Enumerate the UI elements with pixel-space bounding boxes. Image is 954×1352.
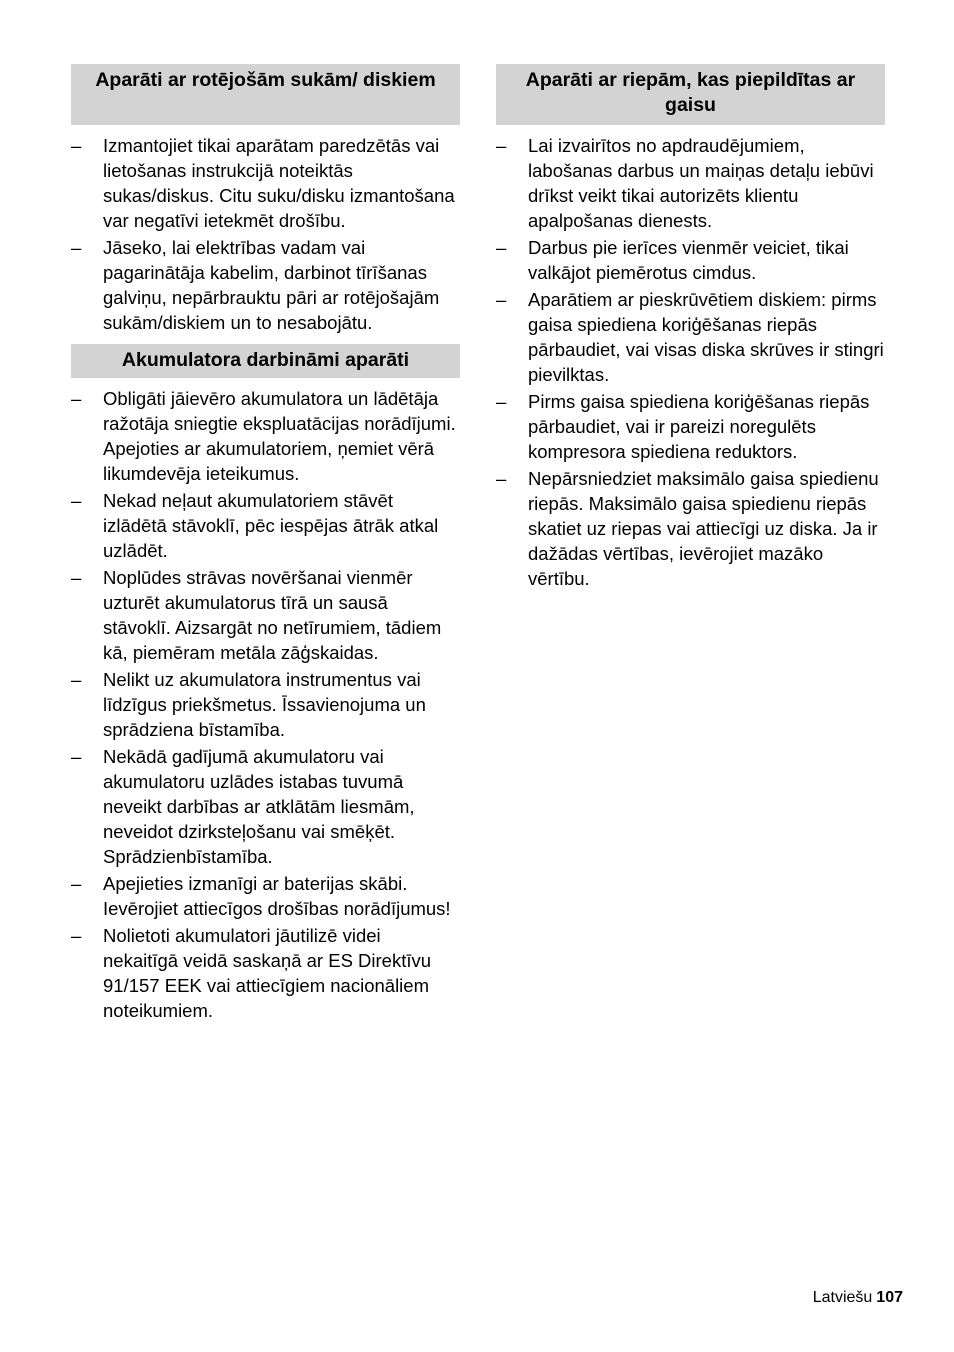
bullet-dash: –: [71, 746, 82, 767]
footer-language: Latviešu: [812, 1289, 873, 1306]
list-item: [71, 488, 460, 563]
bullet-dash: –: [496, 468, 507, 489]
list-item: [496, 466, 885, 591]
list-item: [71, 565, 460, 665]
list-item-text: Nolietoti akumulatori jāutilizē videi nekaitīgā veidā saskaņā ar ES Direktīvu 91/157 EEK vai attiecīgiem nacionāliem noteikumiem.: [103, 925, 432, 1021]
list-item-text: Noplūdes strāvas novēršanai vienmēr uzturēt akumulatorus tīrā un sausā stāvoklī. Aizsargāt no netīrumiem, tādiem kā, piemēram metāla zāģskaidas.: [103, 567, 442, 663]
list-item-text: Pirms gaisa spiediena koriģēšanas riepās pārbaudiet, vai ir pareizi noregulēts kompresora spiediena reduktors.: [528, 391, 870, 462]
bullet-dash: –: [71, 135, 82, 156]
section-title-rotating-brushes: Aparāti ar rotējošām sukām/ diskiem: [71, 64, 460, 125]
bullet-dash: –: [71, 669, 82, 690]
list-item: [496, 389, 885, 464]
list-item-text: Obligāti jāievēro akumulatora un lādētāja ražotāja sniegtie ekspluatācijas norādījumi. Apejoties ar akumulatoriem, ņemiet vērā likumdevēja ieteikumus.: [103, 388, 456, 484]
list-item: [71, 744, 460, 869]
list-item-text: Lai izvairītos no apdraudējumiem, labošanas darbus un maiņas detaļu iebūvi drīkst veikt tikai autorizēts klientu apalpošanas dienests.: [528, 135, 874, 231]
list-item: [71, 923, 460, 1023]
bullet-dash: –: [496, 289, 507, 310]
list-item-text: Izmantojiet tikai aparātam paredzētās vai lietošanas instrukcijā noteiktās sukas/diskus. Citu suku/disku izmantošana var negatīvi ietekmēt drošību.: [103, 135, 455, 231]
bullet-dash: –: [496, 391, 507, 412]
page-number: 107: [876, 1289, 903, 1306]
list-item-text: Aparātiem ar pieskrūvētiem diskiem: pirms gaisa spiediena koriģēšanas riepās pārbaudiet, vai visas diska skrūves ir stingri pievilktas.: [528, 289, 884, 385]
bullet-dash: –: [71, 490, 82, 511]
list-item: [71, 667, 460, 742]
bullet-dash: –: [71, 873, 82, 894]
list-item: [496, 133, 885, 233]
list-battery-devices: [71, 386, 460, 1023]
list-item-text: Apejieties izmanīgi ar baterijas skābi. Ievērojiet attiecīgos drošības norādījumus!: [103, 873, 451, 919]
section-title-battery-devices: Akumulatora darbināmi aparāti: [71, 344, 460, 378]
list-item: [496, 235, 885, 285]
bullet-dash: –: [71, 567, 82, 588]
list-item-text: Nepārsniedziet maksimālo gaisa spiedienu riepās. Maksimālo gaisa spiedienu riepās skatiet uz riepas vai attiecīgi uz diska. Ja ir dažādas vērtības, ievērojiet mazāko vērtību.: [528, 468, 879, 589]
bullet-dash: –: [71, 388, 82, 409]
bullet-dash: –: [71, 925, 82, 946]
list-item-text: Nekādā gadījumā akumulatoru vai akumulatoru uzlādes istabas tuvumā neveikt darbības ar atklātām liesmām, neveidot dzirksteļošanu vai smēķēt. Sprādzienbīstamība.: [103, 746, 415, 867]
list-item: [71, 871, 460, 921]
list-item: [71, 235, 460, 335]
list-item-text: Nelikt uz akumulatora instrumentus vai līdzīgus priekšmetus. Īssavienojuma un sprādziena bīstamība.: [103, 669, 426, 740]
left-column: [71, 64, 460, 1025]
section-title-pneumatic-tyres: Aparāti ar riepām, kas piepildītas ar gaisu: [496, 64, 885, 125]
right-column: [496, 64, 885, 593]
list-item: [71, 386, 460, 486]
page-footer: [813, 1289, 903, 1307]
list-item-text: Darbus pie ierīces vienmēr veiciet, tikai valkājot piemērotus cimdus.: [528, 237, 849, 283]
bullet-dash: –: [496, 135, 507, 156]
list-item-text: Nekad neļaut akumulatoriem stāvēt izlādētā stāvoklī, pēc iespējas ātrāk atkal uzlādēt.: [103, 490, 439, 561]
bullet-dash: –: [71, 237, 82, 258]
list-item: [71, 133, 460, 233]
list-item-text: Jāseko, lai elektrības vadam vai pagarinātāja kabelim, darbinot tīrīšanas galviņu, nepārbrauktu pāri ar rotējošajām sukām/diskiem un to nesabojātu.: [103, 237, 440, 333]
bullet-dash: –: [496, 237, 507, 258]
list-pneumatic-tyres: [496, 133, 885, 591]
list-rotating-brushes: [71, 133, 460, 335]
list-item: [496, 287, 885, 387]
